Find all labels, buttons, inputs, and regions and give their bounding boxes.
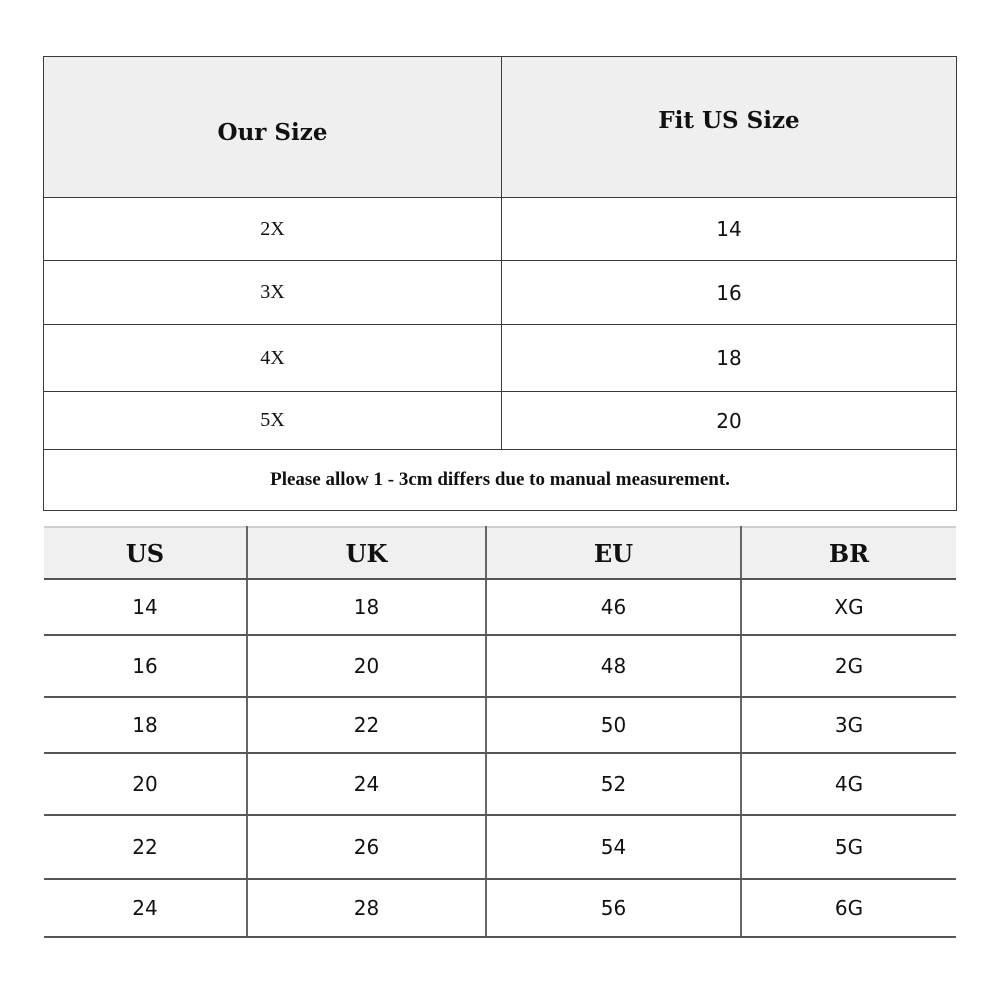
our-size-cell: 3X — [44, 261, 502, 325]
note-row — [44, 450, 957, 511]
us-cell: 20 — [44, 753, 247, 815]
header-br: BR — [741, 527, 956, 579]
table-row — [44, 697, 956, 753]
uk-cell: 26 — [247, 815, 486, 879]
br-cell: 6G — [741, 879, 956, 937]
our-size-cell: 5X — [44, 392, 502, 450]
header-us: US — [44, 527, 247, 579]
eu-cell: 52 — [486, 753, 741, 815]
eu-cell: 46 — [486, 579, 741, 635]
us-cell: 16 — [44, 635, 247, 697]
us-cell: 18 — [44, 697, 247, 753]
size-conversion-table — [44, 526, 956, 938]
table-row — [44, 325, 957, 392]
table-row — [44, 635, 956, 697]
table-row — [44, 579, 956, 635]
us-cell: 24 — [44, 879, 247, 937]
header-our-size: Our Size — [44, 57, 502, 198]
eu-cell: 50 — [486, 697, 741, 753]
our-size-cell: 2X — [44, 198, 502, 261]
uk-cell: 20 — [247, 635, 486, 697]
br-cell: 2G — [741, 635, 956, 697]
br-cell: 4G — [741, 753, 956, 815]
br-cell: 5G — [741, 815, 956, 879]
table-row — [44, 261, 957, 325]
table-row — [44, 815, 956, 879]
conversion-header-row — [44, 527, 956, 579]
size-fit-header-row — [44, 57, 957, 198]
us-cell: 14 — [44, 579, 247, 635]
header-fit-us-size: Fit US Size — [502, 57, 957, 198]
us-cell: 22 — [44, 815, 247, 879]
uk-cell: 24 — [247, 753, 486, 815]
fit-us-size-cell: 18 — [502, 325, 957, 392]
eu-cell: 48 — [486, 635, 741, 697]
our-size-cell: 4X — [44, 325, 502, 392]
table-row — [44, 879, 956, 937]
measurement-note: Please allow 1 - 3cm differs due to manual measurement. — [44, 450, 957, 511]
fit-us-size-cell: 14 — [502, 198, 957, 261]
fit-us-size-cell: 20 — [502, 392, 957, 450]
table-row — [44, 753, 956, 815]
fit-us-size-cell: 16 — [502, 261, 957, 325]
uk-cell: 18 — [247, 579, 486, 635]
br-cell: 3G — [741, 697, 956, 753]
size-fit-table — [43, 56, 957, 511]
br-cell: XG — [741, 579, 956, 635]
table-row — [44, 198, 957, 261]
header-eu: EU — [486, 527, 741, 579]
uk-cell: 22 — [247, 697, 486, 753]
uk-cell: 28 — [247, 879, 486, 937]
eu-cell: 54 — [486, 815, 741, 879]
header-uk: UK — [247, 527, 486, 579]
eu-cell: 56 — [486, 879, 741, 937]
table-row — [44, 392, 957, 450]
